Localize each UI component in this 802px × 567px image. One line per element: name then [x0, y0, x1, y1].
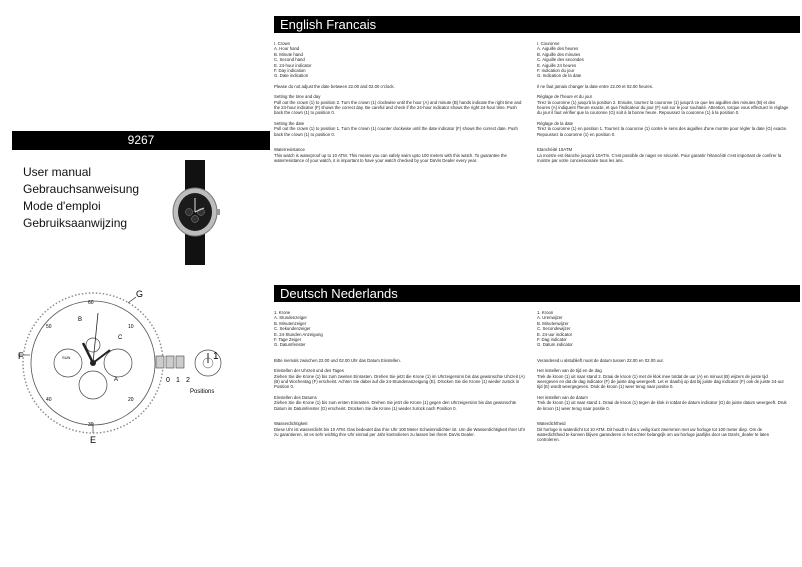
fr-part: I. Couronne	[537, 41, 560, 46]
en-date-text: Pull out the crown (1) to position 1. Turn the crown (1) counter clockwise until the date indicator (F) shows the correct date. Push back the crown (1) to position 0.	[274, 126, 518, 137]
de-part: A. Stundenzeiger	[274, 315, 307, 321]
diagram-label-pos0: 0	[166, 377, 170, 384]
en-date-note: Please do not adjust the date between 22.00 and 02.00 o'clock.	[274, 83, 395, 89]
nl-part: A. Urenwijzer	[537, 315, 563, 321]
en-time-text: Pull out the crown (1) to position 2. Turn the crown (1) clockwise until the hour (A) and minute (B) hands indicate the right time and the 24-hour indicator (F) shows the correct day. Be careful and check if the 24-hour indicator shows the right 24-hour time. Push back the crown (1) to position 0.	[274, 99, 522, 116]
watch-photo	[160, 160, 230, 265]
dial-number-20: 20	[128, 397, 134, 403]
fr-part: B. Aiguille des minutes	[537, 51, 581, 57]
crown-pos2	[176, 356, 184, 368]
diagram-label-c: C	[118, 335, 123, 341]
de-part: G. Datumfenster	[274, 342, 306, 348]
nl-part: F. Dag indicator	[537, 337, 567, 343]
fr-time-title: Réglage de l'heure et du jour	[537, 94, 593, 100]
nl-date-title: Het instellen van de datum	[537, 394, 588, 400]
fr-water-text: La montre est étanche jusqu'à 10ATm. C'est possible de nager en sécurité. Pour garantir l'étancéité c'est important de confirer la montre par votre concessionaire tous les ans.	[537, 152, 782, 163]
diagram-label-e: E	[90, 435, 97, 445]
manual-titles	[23, 164, 139, 232]
watch-strap-top	[185, 160, 205, 190]
fr-part: G. Indication de la date	[537, 73, 582, 79]
dial-number-30: 30	[88, 422, 94, 428]
de-part: 1. Krone	[274, 310, 291, 315]
diagram-label-g: G	[136, 289, 144, 299]
nl-part: 1. Kroon	[537, 310, 554, 315]
en-part: F. Day indication	[274, 68, 306, 74]
french-instructions	[537, 41, 789, 168]
nl-date-text: Trek de kroon (1) uit naar stand 1. Draai de kroon (1) tegen de klok in totdat de datum indicator (G) de juiste datum weergeeft. Druk de kroon (1) weer terug naar positie 0.	[537, 400, 787, 411]
crown-pos0	[156, 356, 164, 368]
diagram-label-a: A	[114, 377, 119, 383]
nl-time-title: Het instellen van de tijd en de dag	[537, 368, 602, 374]
dial-number-50: 50	[46, 324, 52, 330]
fr-part: F. Indication du jour	[537, 68, 575, 74]
subdial-sun: SUN	[62, 355, 71, 360]
model-number: 9267	[12, 131, 270, 150]
en-date-title: Setting the date	[274, 120, 305, 126]
fr-date-title: Réglage de la date	[537, 120, 574, 126]
de-date-title: Einstellen des Datums	[274, 394, 317, 400]
de-water-text: Diese Uhr ist wasserdicht bis 10 ATM. Das bedeutet das Ihre Uhr 100 Meter Schwimmdichter ist. Um die Wasserdichtigkeit Ihrer Uhr zu garantieren, ist es sehr wichtig Ihre Uhr einmal per Jahr kontrolieren zu lassen bei Ihrem DaVis Dealer.	[274, 426, 526, 437]
de-date-text: Ziehen Sie die Krone (1) bis zum ersten Einrasten. Drehen Sie jetzt die Krone (1) gegen den Uhrzeigersinn bis das gewünschte Datum im Datumfenster (G) erscheint. Drücken Sie die Krone (1) wieder zurück nach Position 0.	[274, 400, 517, 411]
de-part: E. 24-Stunden Anzeigung	[274, 331, 323, 337]
en-part: I. Crown	[274, 41, 290, 46]
en-water-title: Waterresistance	[274, 147, 305, 153]
fr-water-title: Etanchéité 10ATM	[537, 147, 573, 153]
english-instructions	[274, 41, 526, 168]
de-date-note: Bitte niemals zwischen 22.00 und 02.00 Uhr das Datum Einstellen.	[274, 357, 401, 363]
diagram-label-b: B	[78, 317, 83, 323]
de-part: C. Sekundenzeiger	[274, 326, 311, 332]
diagram-label-pos1: 1	[176, 377, 180, 384]
de-time-text: Ziehen Sie die Krone (1) bis zum zweiten Einrasten. Drehen Sie jetzt die Krone (1) im Uhrzeigersinn bis das gewünschte Uhrzeit (A) (B) und Wochentag (F) erscheint. Achten Sie dabei auf die 24-Stundenanzeigung (E). Drücken Sie die Krone (1) wieder zurück in Position 0.	[274, 373, 525, 390]
en-part: C. Second hand	[274, 57, 305, 63]
nl-part: E. 24-uur indicator	[537, 331, 573, 337]
en-part: E. 24-hour indicator	[274, 62, 312, 68]
dial-number-60: 60	[88, 300, 94, 306]
de-part: F. Tage Zeiger	[274, 337, 302, 343]
dutch-instructions	[537, 310, 789, 448]
watch-crown	[216, 209, 220, 215]
fr-part: C. Aiguille des secondes	[537, 57, 584, 63]
crown-pos1	[166, 356, 174, 368]
nl-time-text: Trek de kroon (1) uit naar stand 2. Draai de kroon (1) met de klok mee totdat de uur (A) en minuut (B) wijzers de juiste tijd weergeven en dat de dag indicator (F) de juiste dag weergeeft. Let er daarbij op dat bij juiste dag indicator (F) ook de juiste 24-uur tijd (E) wordt weergegeven. Druk de kroon (1) weer terug naar positie 0.	[537, 373, 784, 390]
dial-number-40: 40	[46, 397, 52, 403]
manual-title-nl: Gebruiksaanwijzing	[23, 216, 128, 230]
watch-strap-bottom	[185, 232, 205, 265]
diagram-label-crown: 1	[213, 351, 219, 362]
en-part: A. Hour hand	[274, 46, 300, 52]
manual-title-de: Gebrauchsanweisung	[23, 182, 140, 196]
german-instructions	[274, 310, 526, 442]
nl-part: C. Secondewijzer	[537, 326, 571, 332]
manual-title-fr: Mode d'emploi	[23, 199, 101, 213]
nl-part: G. Datum indicator	[537, 342, 573, 348]
fr-date-text: Tirez la couronne (1) en position 1. Tournez la couronne (1) contre le sens des aiguilles d'une montre pour régler la date (G) exacte. Repoussez la couronne (1) en position 0.	[537, 126, 788, 137]
fr-part: A. Aiguille des heures	[537, 46, 579, 52]
diagram-label-f: F	[18, 351, 24, 361]
de-part: B. Minutenzeiger	[274, 320, 307, 326]
fr-part: E. Aiguille 24 heures	[537, 62, 577, 68]
diagram-label-pos2: 2	[186, 377, 190, 384]
en-water-text: This watch is waterproof up to 10 ATM. This means you can safely swim upto 100 meters with this watch. To guarantee the waterresistance of your watch, it is important to have your watch checked by your DaVis Dealer every year.	[274, 152, 507, 163]
diagram-positions-text: Positions	[190, 389, 215, 395]
nl-part: B. Minutenwijzer	[537, 320, 569, 326]
nl-water-title: Waterdichtheid	[537, 421, 566, 427]
en-part: B. Minute hand	[274, 51, 303, 57]
watch-dial-diagram	[18, 283, 250, 463]
fr-time-text: Tirez la couronne (1) jusqu'à la position 2. Ensuite, tournez la couronne (1) jusqu'à ce que les aiguilles des minutes (B) et des heures (A) indiquent l'heure exacte, et que l'indicateur du jour (F) soit sur le jour souhaité. Attention, torque vous effectuez le réglage du jour il faut vérifier que la couronne (G) soit à la bonne heure. Repoussez la couronne (1) à la position 0.	[537, 99, 789, 116]
section-header-deutsch-nederlands: Deutsch Nederlands	[274, 285, 800, 302]
manual-title-en: User manual	[23, 165, 92, 179]
de-time-title: Einstellen der Uhrzeit und des Tages	[274, 368, 344, 374]
en-part: G. Date indication	[274, 73, 309, 79]
fr-date-note: Il ne faut jamais changer la date entre 22.00 et 02.00 heures.	[537, 83, 654, 89]
nl-water-text: Dit horloge is waterdicht tot 10 ATM. Dit houdt in dat u veilig kunt zwemmen met uw horloge tot 100 meter diep. Om de waterdichtheid te kunnen blijven garanderen is het echter belangrijk om uw horloge jaarlijks door uw DaVis_dealer te laten controleren.	[537, 426, 770, 443]
en-time-title: Setting the time and day	[274, 94, 321, 100]
dial-number-10: 10	[128, 324, 134, 330]
de-water-title: Wasserdichtigkeit	[274, 421, 308, 427]
nl-date-note: Verandered u alstublieft nooit de datum tussen 22.00 en 02.00 uur.	[537, 357, 664, 363]
section-header-english-francais: English Francais	[274, 16, 800, 33]
